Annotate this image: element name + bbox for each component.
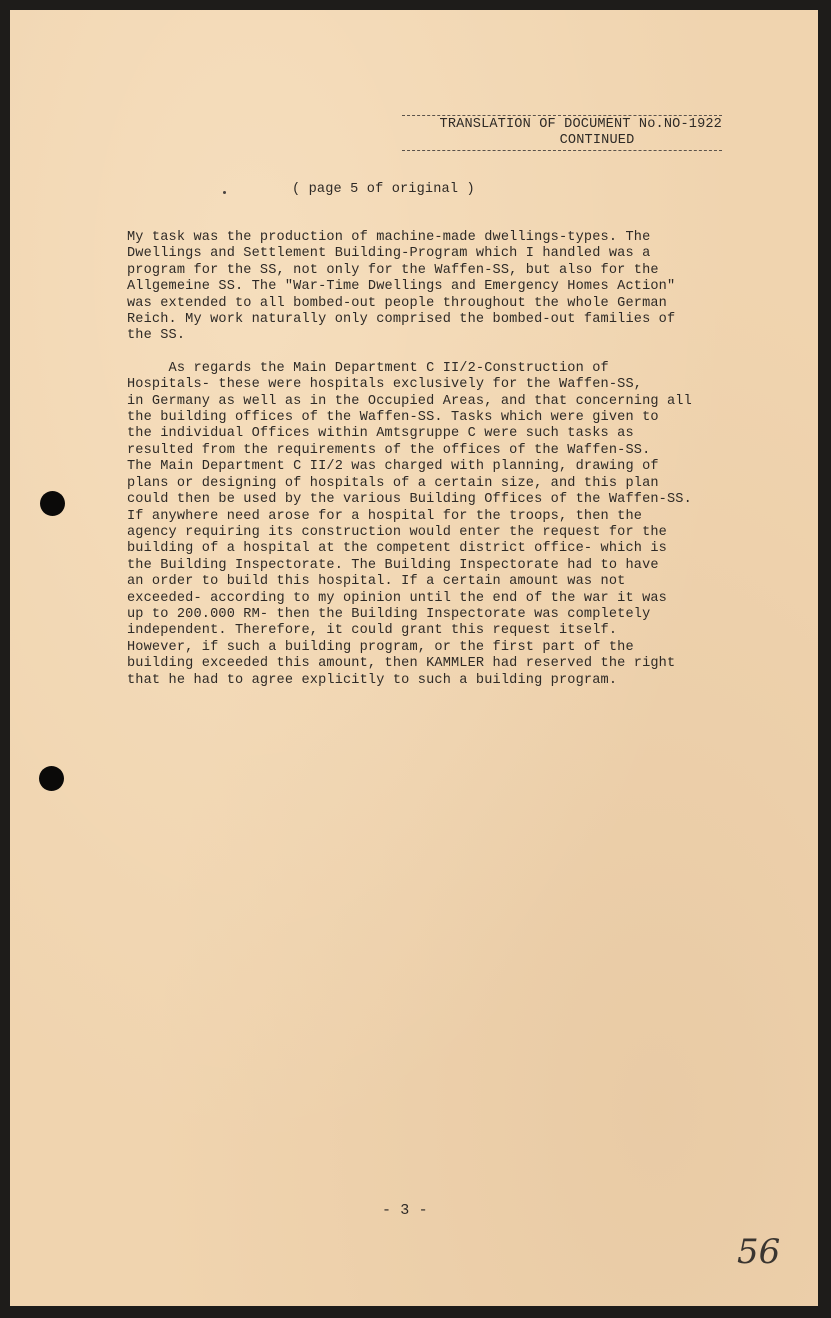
document-page [10,10,818,1306]
paragraph-2: As regards the Main Department C II/2-Construction of Hospitals- these were hospitals exclusively for the Waffen-SS, in Germany as well as in the Occupied Areas, and that concerning all the building offices of the Waffen-SS. Tasks which were given to the individual Offices within Amtsgruppe C were such tasks as resulted from the requirements of the offices of the Waffen-SS. The Main Department C II/2 was charged with planning, drawing of plans or designing of hospitals of a certain size, and this plan could then be used by the various Building Offices of the Waffen-SS. If anywhere need arose for a hospital for the troops, then the agency requiring its construction would enter the request for the building of a hospital at the competent district office- which is the Building Inspectorate. The Building Inspectorate had to have an order to build this hospital. If a certain amount was not exceeded- according to my opinion until the end of the war it was up to 200.000 RM- then the Building Inspectorate was completely independent. Therefore, it could grant this request itself. However, if such a building program, or the first part of the building exceeded this amount, then KAMMLER had reserved the right that he had to agree explicitly to such a building program. [127,360,692,688]
punch-hole [40,491,65,516]
header-title: TRANSLATION OF DOCUMENT No.NO-1922 [402,115,722,133]
punch-hole [39,766,64,791]
header-continued: CONTINUED [402,133,722,151]
document-header [402,115,722,151]
paragraph-1: My task was the production of machine-made dwellings-types. The Dwellings and Settlement Building-Program which I handled was a program for the SS, not only for the Waffen-SS, but also for the Allgemeine SS. The "War-Time Dwellings and Emergency Homes Action" was extended to all bombed-out people throughout the whole German Reich. My work naturally only comprised the bombed-out families of the SS. [127,230,676,344]
handwritten-folio-number: 56 [737,1232,781,1272]
document-body [127,230,707,689]
page-number: - 3 - [382,1202,428,1219]
page-of-original: ( page 5 of original ) [292,182,475,197]
ink-dot [223,191,226,194]
